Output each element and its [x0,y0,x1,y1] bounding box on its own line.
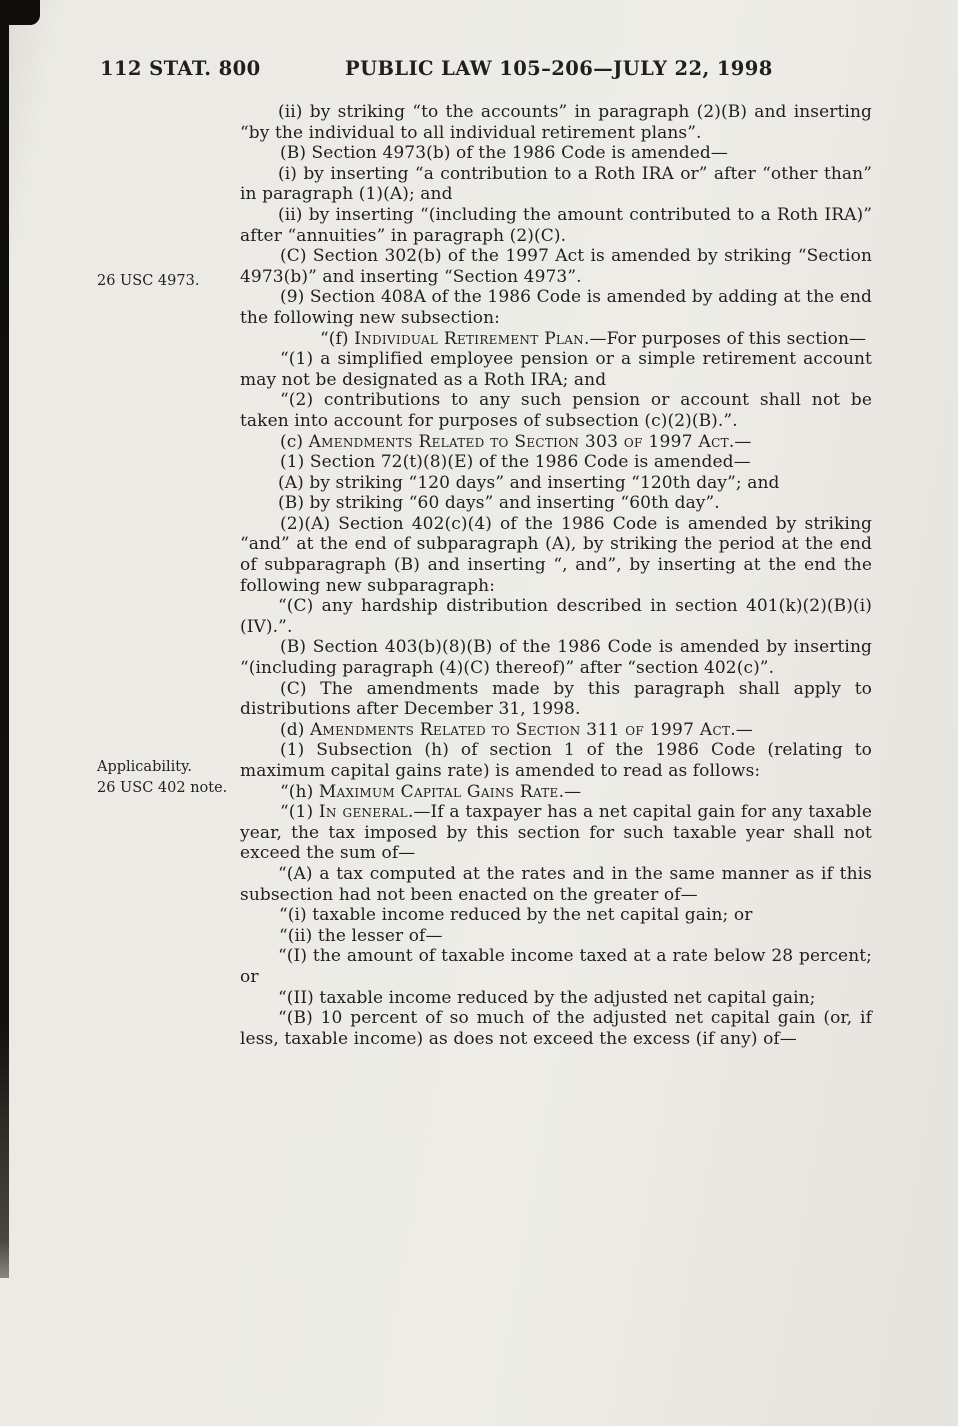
statute-paragraph: “(I) the amount of taxable income taxed at a rate below 28 percent; or [240,946,872,987]
statute-paragraph: “(B) 10 percent of so much of the adjusted net capital gain (or, if less, taxable income) as does not exceed the excess (if any) of— [240,1008,872,1049]
statute-paragraph: (B) Section 4973(b) of the 1986 Code is amended— [280,143,728,164]
statute-paragraph: (B) by striking “60 days” and inserting “60th day”. [278,493,720,514]
statute-paragraph [240,432,872,453]
margin-note-usc-4973 [97,271,232,292]
paragraph-text: .— [728,431,752,452]
statute-paragraph [240,802,872,864]
paragraph-text: .— [730,719,753,740]
statute-paragraph: “(1) a simplified employee pension or a simple retirement account may not be designated as a Roth IRA; and [240,349,872,390]
statute-paragraph [240,720,872,741]
statute-paragraph: (9) Section 408A of the 1986 Code is amended by adding at the end the following new subsection: [240,287,872,328]
page-header [0,57,958,83]
paragraph-prefix: “(h) [280,781,319,802]
statute-paragraph: “(i) taxable income reduced by the net capital gain; or [279,905,753,926]
statute-paragraph: (C) Section 302(b) of the 1997 Act is amended by striking “Section 4973(b)” and inserting “Section 4973”. [240,246,872,287]
scan-edge-artifact [0,0,9,1278]
statute-paragraph: “(II) taxable income reduced by the adjusted net capital gain; [278,987,816,1008]
statute-paragraph: (1) Subsection (h) of section 1 of the 1986 Code (relating to maximum capital gains rate) is amended to read as follows: [240,740,872,781]
paragraph-prefix: “(1) [280,802,319,823]
scan-corner-artifact [0,0,40,25]
small-caps-heading: Individual Retirement Plan [354,328,584,349]
paragraph-text: .— [558,781,582,802]
small-caps-heading: Amendments Related to Section 303 of 1997 Act [308,431,729,452]
public-law-title: PUBLIC LAW 105–206—JULY 22, 1998 [345,57,773,80]
statute-paragraph: (1) Section 72(t)(8)(E) of the 1986 Code is amended— [280,452,751,473]
margin-note-line: 26 USC 402 note. [97,779,228,796]
margin-note-line: Applicability. [97,759,192,775]
stat-page-number: 112 STAT. 800 [100,57,261,80]
statute-paragraph: “(C) any hardship distribution described in section 401(k)(2)(B)(i)(IV).”. [240,596,872,637]
statute-paragraph: “(ii) the lesser of— [279,925,443,946]
paragraph-text: .—For purposes of this section— [583,328,867,349]
statute-paragraph [240,329,872,350]
small-caps-heading: Maximum Capital Gains Rate [318,781,559,802]
paragraph-prefix: (c) [280,431,309,452]
statute-paragraph: (C) The amendments made by this paragraph shall apply to distributions after December 31, 1998. [240,678,872,720]
statute-paragraph: “(2) contributions to any such pension or account shall not be taken into account for purposes of subsection (c)(2)(B).”. [240,390,872,431]
statute-paragraph: (A) by striking “120 days” and inserting “120th day”; and [278,472,780,493]
statute-paragraph: (ii) by inserting “(including the amount contributed to a Roth IRA)” after “annuities” in paragraph (2)(C). [240,204,872,246]
small-caps-heading: In general [318,802,408,823]
statute-paragraph: (i) by inserting “a contribution to a Roth IRA or” after “other than” in paragraph (1)(A); and [240,163,872,205]
statute-paragraph: (B) Section 403(b)(8)(B) of the 1986 Code is amended by inserting “(including paragraph (4)(C) thereof)” after “section 402(c)”. [240,637,872,679]
statute-body [240,102,872,1049]
paragraph-text: .—If a taxpayer has a net capital gain for any taxable year, the tax imposed by this section for such taxable year shall not exceed the sum of— [240,802,872,864]
margin-note-applicability [97,757,232,798]
paragraph-prefix: (d) [280,719,310,740]
paragraph-prefix: “(f) [320,328,355,349]
statute-paragraph: (2)(A) Section 402(c)(4) of the 1986 Code is amended by striking “and” at the end of subparagraph (A), by striking the period at the end of subparagraph (B) and inserting “, and”, by inserting at the end the following new subparagraph: [240,513,872,596]
statute-paragraph: “(A) a tax computed at the rates and in the same manner as if this subsection had not been enacted on the greater of— [240,863,872,905]
margin-note-line: 26 USC 4973. [97,273,200,289]
statute-paragraph [240,782,872,803]
small-caps-heading: Amendments Related to Section 311 of 1997 Act [309,719,731,740]
statute-paragraph: (ii) by striking “to the accounts” in paragraph (2)(B) and inserting “by the individual to all individual retirement plans”. [240,102,872,143]
